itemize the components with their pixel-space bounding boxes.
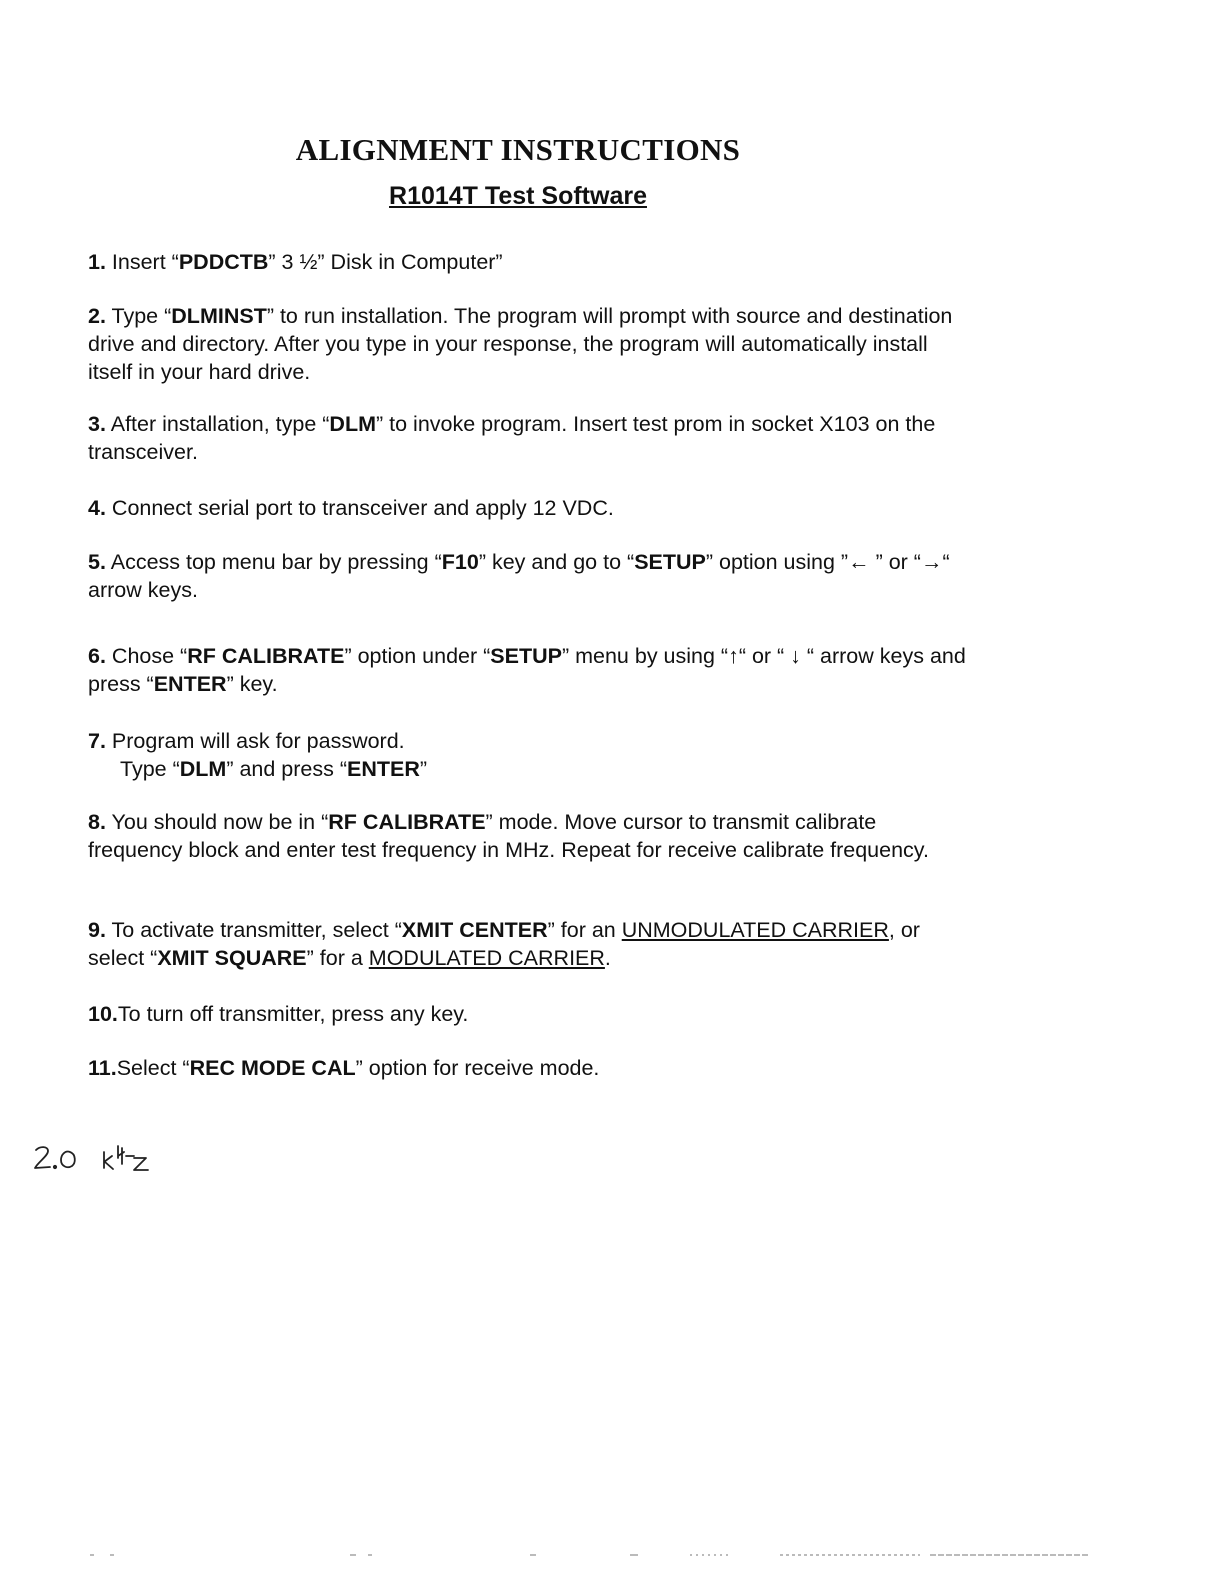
step-text: .: [604, 946, 611, 970]
step-text: ” for an: [547, 918, 622, 942]
step-text: Type “: [120, 757, 180, 781]
step-text: ” key.: [226, 672, 278, 696]
step-number: 11.: [88, 1056, 117, 1080]
step-number: 2.: [88, 304, 106, 328]
document-subtitle: R1014T Test Software: [389, 182, 647, 210]
step-keyword: F10: [441, 550, 479, 574]
step-number: 10.: [88, 1002, 118, 1026]
step-number: 8.: [88, 810, 106, 834]
scan-artifact-line: [90, 1552, 1110, 1558]
step-text: ” option under “: [344, 644, 491, 668]
step-keyword: RF CALIBRATE: [328, 810, 486, 834]
step-keyword: ENTER: [153, 672, 227, 696]
step-text: ” menu by using “↑“ or “ ↓ “ arrow keys and press “: [88, 644, 966, 696]
step-7: [88, 727, 968, 783]
document-title: ALIGNMENT INSTRUCTIONS: [295, 132, 741, 167]
step-emphasis: UNMODULATED CARRIER: [621, 918, 889, 942]
step-text: , or select “: [88, 918, 920, 970]
step-text: ” 3 ½” Disk in Computer”: [268, 250, 503, 274]
step-keyword: DLMINST: [171, 304, 267, 328]
step-1: [88, 248, 968, 276]
step-text: Connect serial port to transceiver and apply 12 VDC.: [105, 496, 614, 520]
step-text: To turn off transmitter, press any key.: [117, 1002, 469, 1026]
step-keyword: DLM: [179, 757, 227, 781]
step-text: ” mode. Move cursor to transmit calibrate frequency block and enter test frequency in MHz. Repeat for receive calibrate frequency.: [88, 810, 929, 862]
step-text: ” option for receive mode.: [355, 1056, 600, 1080]
step-text: Access top menu bar by pressing “: [105, 550, 442, 574]
step-text: ”: [419, 757, 428, 781]
step-text: ” and press “: [226, 757, 348, 781]
step-9: [88, 916, 968, 972]
step-keyword: DLM: [329, 412, 376, 436]
step-keyword: XMIT CENTER: [401, 918, 548, 942]
step-emphasis: MODULATED CARRIER: [368, 946, 605, 970]
step-4: [88, 494, 968, 522]
step-text: Type “: [105, 304, 172, 328]
step-text: ” to run installation. The program will prompt with source and destination drive and directory. After you type in your response, the program will automatically install itself in your hard drive.: [88, 304, 953, 384]
step-2: [88, 302, 968, 386]
step-number: 6.: [88, 644, 106, 668]
step-number: 4.: [88, 496, 106, 520]
step-text: Chose “: [105, 644, 188, 668]
step-text: Program will ask for password.: [105, 729, 405, 753]
step-text: You should now be in “: [105, 810, 329, 834]
step-keyword: ENTER: [347, 757, 420, 781]
step-keyword: RF CALIBRATE: [187, 644, 345, 668]
step-keyword: SETUP: [490, 644, 562, 668]
step-number: 5.: [88, 550, 106, 574]
step-number: 3.: [88, 412, 106, 436]
step-keyword: PDDCTB: [178, 250, 269, 274]
step-text: To activate transmitter, select “: [105, 918, 402, 942]
step-keyword: SETUP: [634, 550, 706, 574]
handwritten-note: [30, 1138, 170, 1178]
step-number: 1.: [88, 250, 106, 274]
step-text: ” for a: [306, 946, 369, 970]
step-text: Select “: [116, 1056, 190, 1080]
step-5: [88, 548, 968, 604]
step-10: [88, 1000, 968, 1028]
step-text: Insert “: [105, 250, 179, 274]
step-8: [88, 808, 968, 864]
step-text: ” to invoke program. Insert test prom in socket X103 on the transceiver.: [88, 412, 936, 464]
step-number: 9.: [88, 918, 106, 942]
step-text: ” key and go to “: [478, 550, 635, 574]
step-text: ” option using ”← ” or “→“ arrow keys.: [88, 550, 950, 602]
step-keyword: REC MODE CAL: [189, 1056, 356, 1080]
step-number: 7.: [88, 729, 106, 753]
step-text: After installation, type “: [105, 412, 330, 436]
step-6: [88, 642, 968, 698]
step-keyword: XMIT SQUARE: [157, 946, 307, 970]
step-11: [88, 1054, 968, 1082]
step-3: [88, 410, 968, 466]
